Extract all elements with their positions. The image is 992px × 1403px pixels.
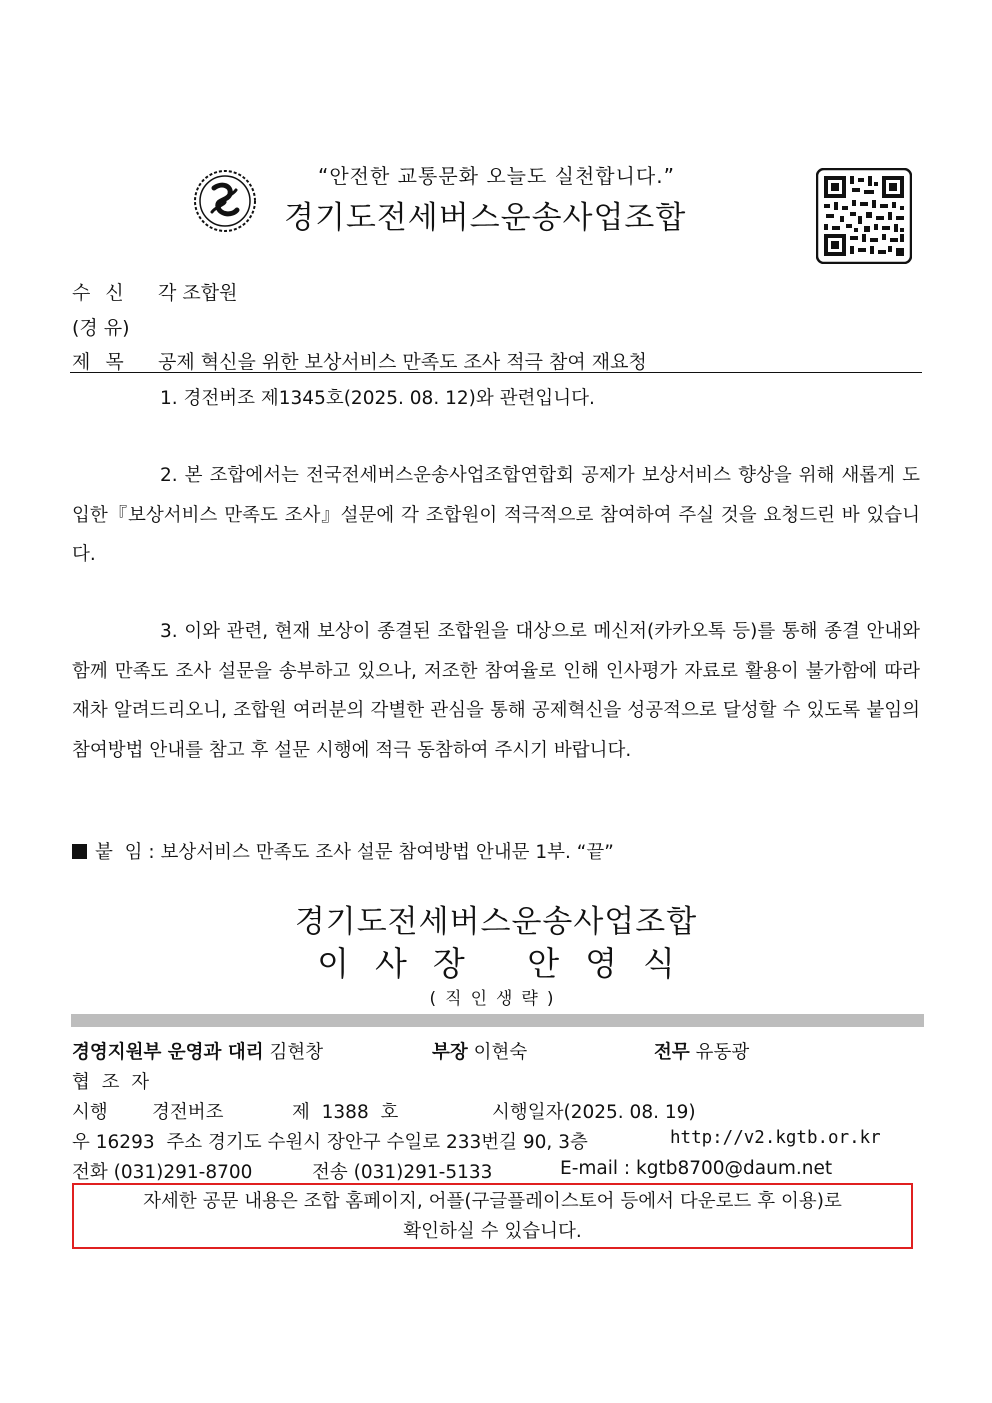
subject-row: [72, 347, 647, 374]
seal-omitted-note: (직인생략): [429, 989, 563, 1009]
exec-label: 시행: [72, 1102, 108, 1123]
attachment-line: [72, 838, 614, 864]
via-label: (경 유): [72, 317, 130, 339]
address: 우 16293 주소 경기도 수원시 장안구 수일로 233번길 90, 3층: [72, 1132, 588, 1153]
phone: 전화 (031)291-8700: [72, 1162, 253, 1183]
director-approval: 전무 유동광: [654, 1042, 750, 1063]
qr-code-icon[interactable]: [816, 168, 912, 264]
attachment-text: 붙 임 : 보상서비스 만족도 조사 설문 참여방법 안내문 1부. “끝”: [95, 842, 614, 863]
organization-name: 경기도전세버스운송사업조합: [284, 200, 687, 236]
via-row: [72, 313, 130, 340]
paragraph-2: 2. 본 조합에서는 전국전세버스운송사업조합연합회 공제가 보상서비스 향상을 위해 새롭게 도입한『보상서비스 만족도 조사』설문에 각 조합원이 적극적으로 참여하여 주실 것을 요청드린 바 있습니다.: [72, 465, 920, 565]
fax: 전송 (031)291-5133: [312, 1162, 493, 1183]
subject-value: 공제 혁신을 위한 보상서비스 만족도 조사 적극 참여 재요청: [158, 351, 647, 373]
homepage-link[interactable]: http://v2.kgtb.or.kr: [670, 1128, 881, 1148]
subject-divider: [70, 372, 922, 373]
slogan: “안전한 교통문화 오늘도 실천합니다.”: [318, 164, 675, 188]
recipient-label: 수 신: [72, 282, 125, 304]
exec-code: 경전버조: [152, 1102, 224, 1123]
notice-line-1: 자세한 공문 내용은 조합 홈페이지, 어플(구글플레이스토어 등에서 다운로드 후 이용)로: [143, 1191, 842, 1212]
exec-date: 시행일자(2025. 08. 19): [492, 1102, 696, 1123]
paragraph-3: 3. 이와 관련, 현재 보상이 종결된 조합원을 대상으로 메신저(카카오톡 등)를 통해 종결 안내와 함께 만족도 조사 설문을 송부하고 있으나, 저조한 참여율로 인해 인사평가 자료로 활용이 불가함에 따라 재차 알려드리오니, 조합원 여러분의 각별한 관심을 통해 공제혁신을 성공적으로 달성할 수 있도록 붙임의 참여방법 안내를 참고 후 설문 시행에 적극 동참하여 주시기 바랍니다.: [72, 621, 920, 761]
footer-band: [71, 1014, 924, 1027]
signature-organization: 경기도전세버스운송사업조합: [294, 904, 698, 940]
exec-number: 제 1388 호: [292, 1102, 399, 1123]
union-logo-icon: [192, 168, 258, 234]
email[interactable]: E-mail : kgtb8700@daum.net: [560, 1158, 833, 1179]
notice-line-2: 확인하실 수 있습니다.: [403, 1221, 582, 1242]
subject-label: 제 목: [72, 351, 125, 373]
paragraph-1: 1. 경전버조 제1345호(2025. 08. 12)와 관련입니다.: [160, 388, 595, 409]
recipient-row: [72, 278, 237, 305]
recipient-value: 각 조합원: [158, 282, 238, 304]
approval-row: 경영지원부 운영과 대리 김현창: [72, 1042, 324, 1063]
signature-ceo: 이사장 안영식: [317, 944, 701, 983]
black-square-icon: [72, 844, 87, 859]
manager-approval: 부장 이현숙: [432, 1042, 528, 1063]
homepage-notice-box: [72, 1183, 913, 1249]
cooperator-label: 협 조 자: [72, 1072, 150, 1093]
